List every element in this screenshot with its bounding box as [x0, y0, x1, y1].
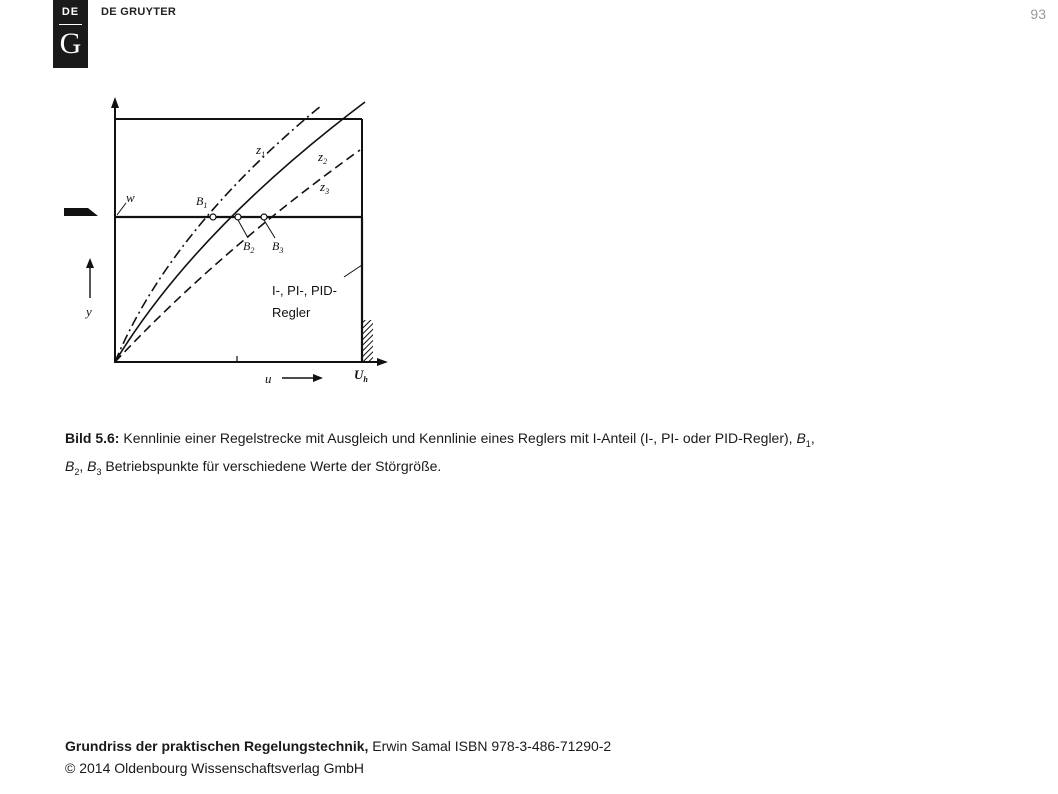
label-y: y [86, 304, 92, 319]
caption-b1: B [796, 430, 806, 446]
operating-point-b3 [261, 214, 267, 220]
figure-5-6 [60, 95, 390, 390]
label-b3: $B_3$ [272, 239, 284, 255]
copyright-line: © 2014 Oldenbourg Wissenschaftsverlag GmbH [65, 760, 365, 776]
caption-b2: B [65, 457, 75, 474]
operating-point-b1 [210, 214, 216, 220]
logo-g-text: G [59, 27, 82, 60]
label-z1: $z_1$ [256, 142, 266, 159]
caption-b3-sub: 3 [96, 466, 102, 477]
logo-de-text: DE [61, 6, 80, 18]
page-number: 93 [1030, 6, 1046, 22]
caption-label: Bild 5.6: [65, 430, 120, 446]
y-axis-arrowhead [111, 97, 119, 108]
publisher-name: DE GRUYTER [101, 6, 177, 18]
caption-text-2: Betriebspunkte für verschiedene Werte der Störgröße. [101, 457, 442, 474]
controller-label-leader [344, 265, 362, 277]
caption-b2-sub: 2 [74, 466, 80, 477]
operating-point-b2 [235, 214, 241, 220]
setpoint-label-leader [117, 203, 126, 215]
curve-z2 [115, 102, 365, 362]
label-z2: $z_2$ [318, 149, 328, 166]
logo-divider [59, 24, 82, 25]
label-w: w [126, 190, 135, 205]
caption-sep-2: , [79, 457, 88, 474]
y-direction-arrowhead [86, 258, 94, 268]
caption-sep-1: , [810, 430, 815, 446]
label-u: u [265, 371, 272, 386]
controller-hatch-bar [363, 320, 373, 362]
book-footer [65, 735, 611, 779]
controller-label-line1: I-, PI-, PID- [272, 283, 337, 298]
label-uh: $U_h$ [354, 367, 368, 384]
curve-z1 [115, 105, 322, 362]
setpoint-marker [64, 208, 98, 216]
label-b1: $B_1$ [196, 194, 208, 210]
controller-label-line2: Regler [272, 305, 311, 320]
caption-b1-sub: 1 [805, 438, 811, 449]
x-axis-arrowhead [377, 358, 388, 366]
u-direction-arrowhead [313, 374, 323, 382]
caption-b3: B [87, 457, 97, 474]
b3-leader [264, 220, 275, 238]
b2-leader [238, 220, 248, 238]
label-b2: $B_2$ [243, 239, 255, 255]
caption-text-1: Kennlinie einer Regelstrecke mit Ausgleich und Kennlinie eines Reglers mit I-Anteil (I-, PI- oder PID-Regler), [119, 430, 797, 446]
book-info: Erwin Samal ISBN 978-3-486-71290-2 [368, 738, 612, 754]
footer-line-1 [65, 735, 611, 757]
publisher-logo [53, 0, 88, 68]
label-z3: $z_3$ [320, 179, 330, 196]
book-title: Grundriss der praktischen Regelungstechnik, [65, 738, 369, 754]
figure-caption [65, 427, 825, 483]
